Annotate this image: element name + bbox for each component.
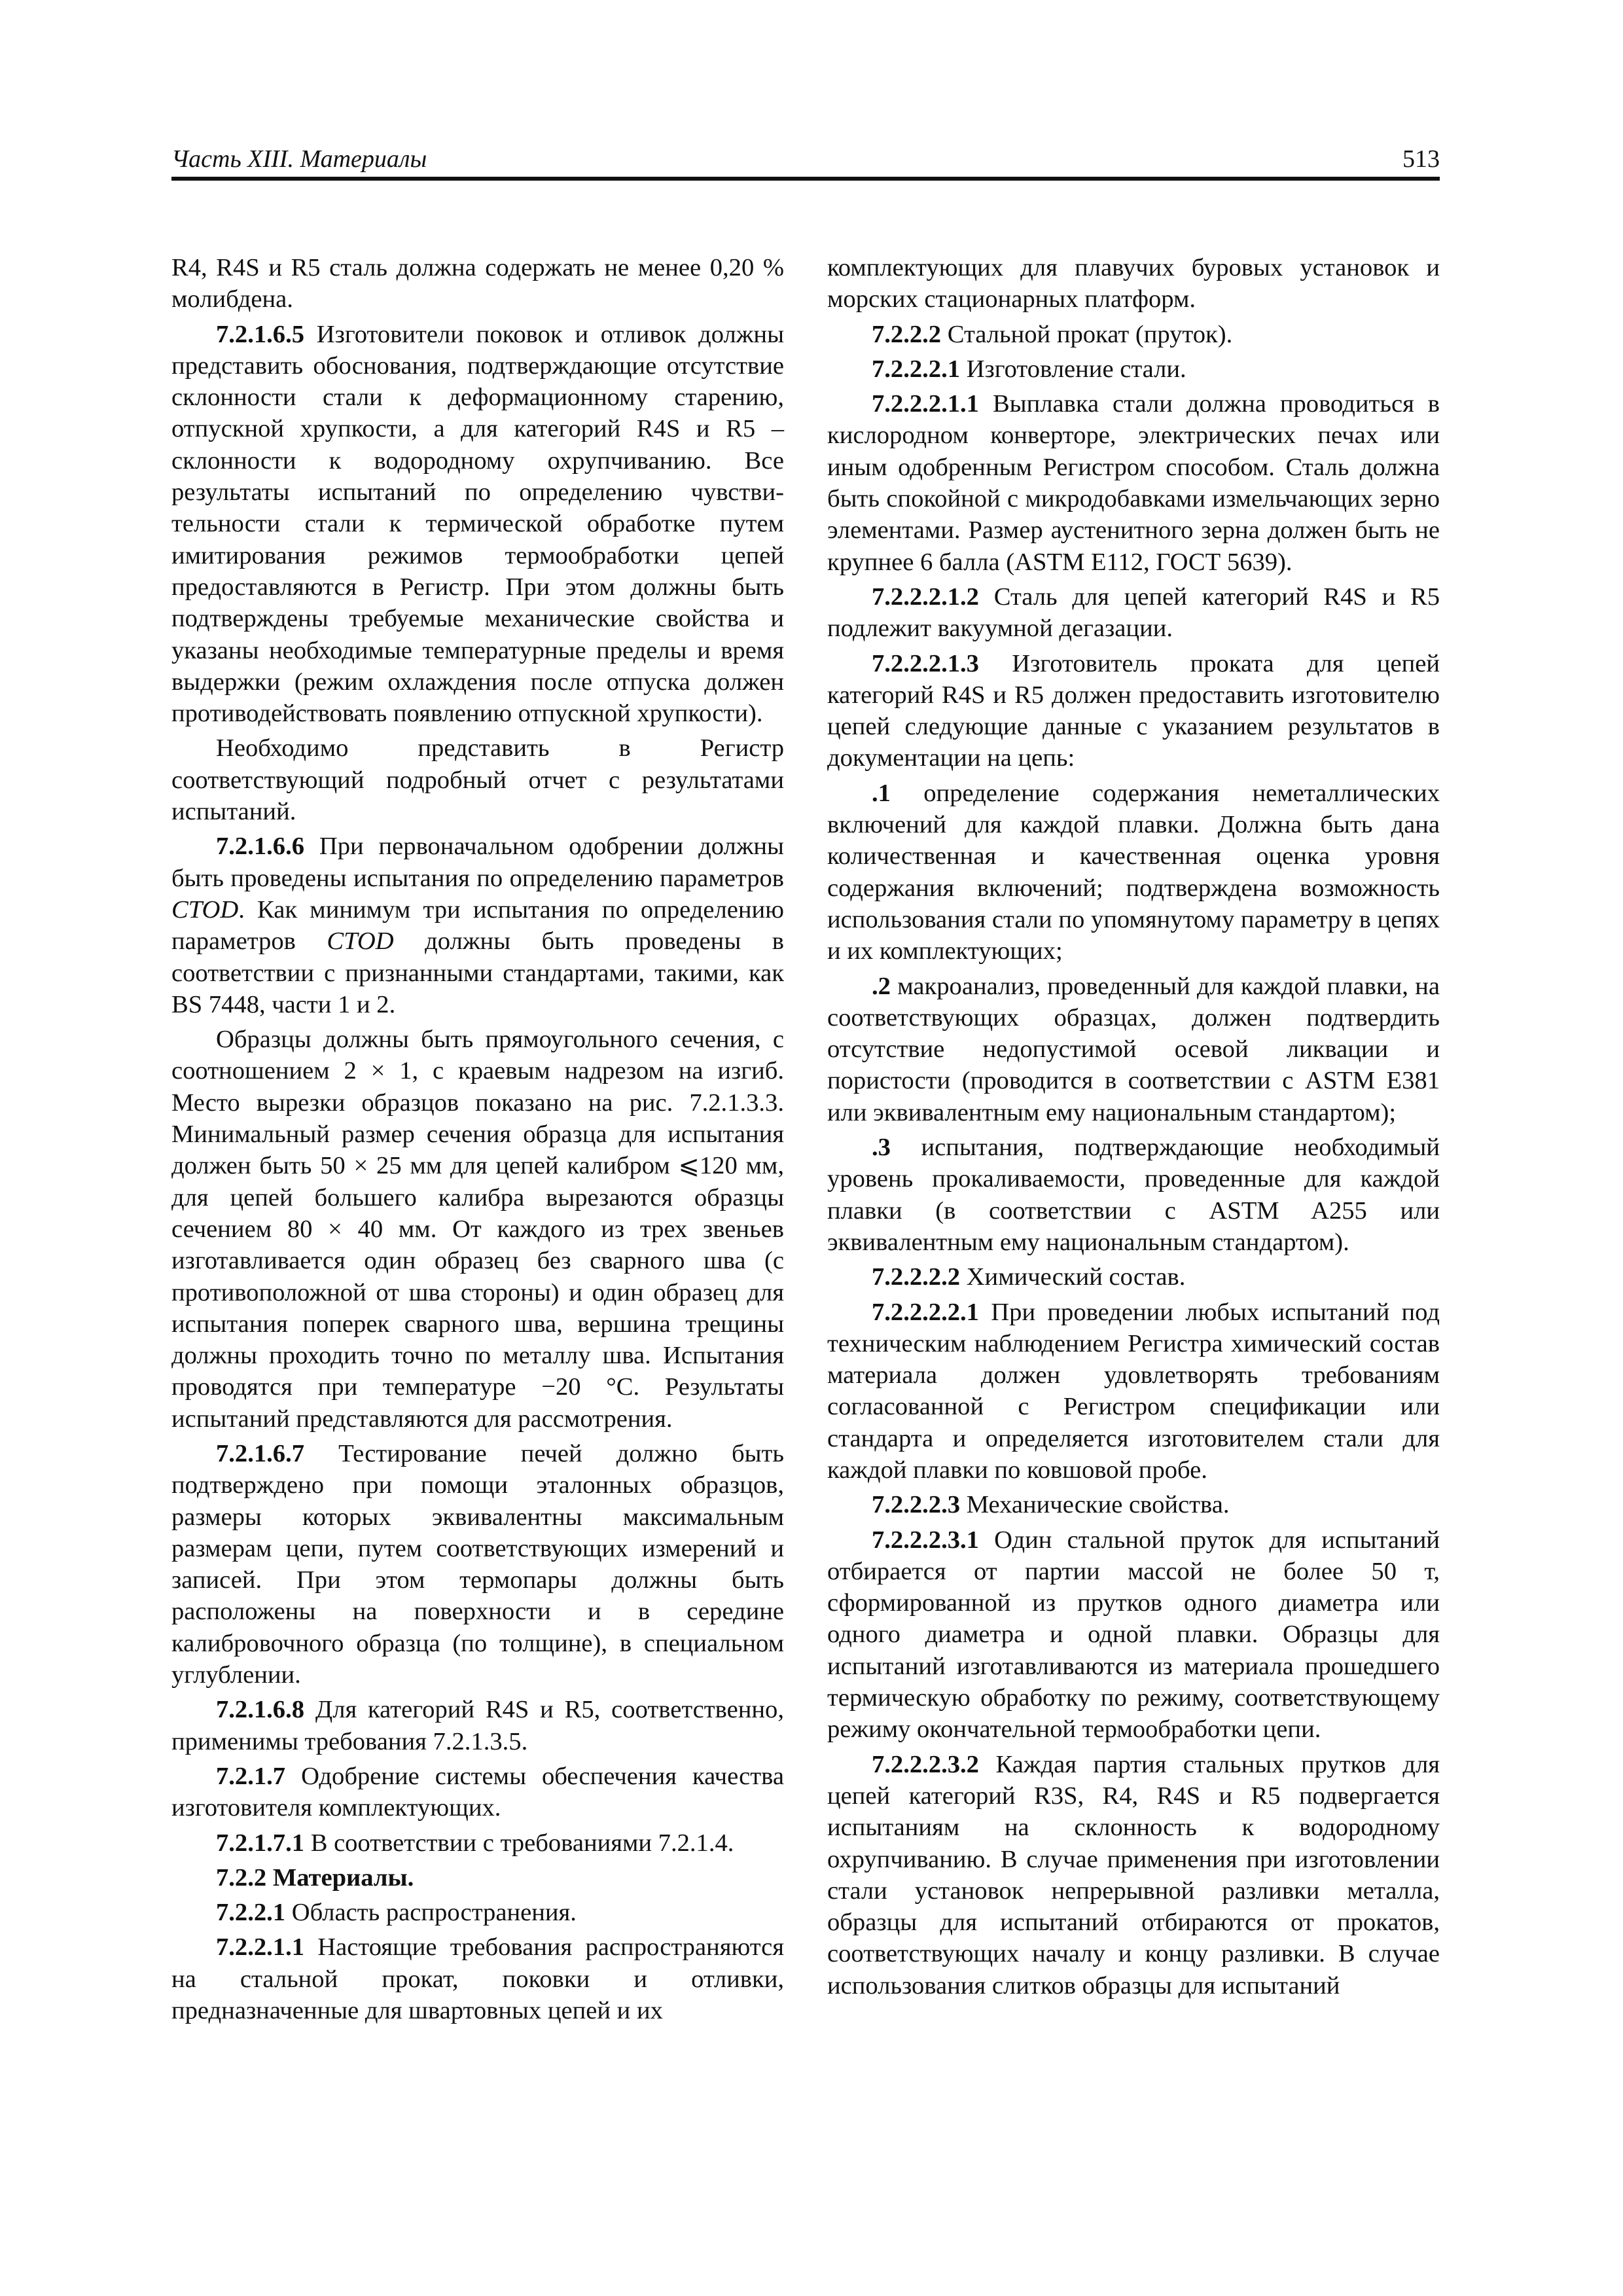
paragraph-text: Образцы должны быть прямоугольного сечения, с соотношением 2 × 1, с краевым надрезом на изгиб. Место вырезки образцов показано на рис. 7.2.1.3.3. Минимальный размер сечения образца для испытания должен быть 50 × 25 мм для цепей калибром ⩽120 мм, для цепей большего калибра вырезаются образцы сечением 80 × 40 мм. От каждого из трех звеньев изготавливается один образец без сварного шва (с противоположной от шва стороны) и один образец для испытания поперек сварного шва, вершина трещины должны проходить точно по металлу шва. Испытания проводятся при температуре −20 °C. Результаты испытаний представляются для рассмотрения.: [171, 1026, 784, 1433]
list-item: [827, 778, 1440, 967]
clause-number: 7.2.1.6.5: [216, 320, 305, 348]
list-item: [827, 971, 1440, 1128]
left-column: [171, 252, 784, 2030]
paragraph-text: определение содержания неметаллических включений для каждой плавки. Должна быть дана количественная и качественная оценка уровня содержания включений; подтверждена возможность использования стали по упомянутому параметру в цепях и их комплектующих;: [827, 779, 1440, 965]
page-number: 513: [1402, 145, 1440, 173]
paragraph: [827, 1524, 1440, 1746]
paragraph: [171, 1438, 784, 1691]
paragraph-text: Сталь для цепей категорий R4S и R5 подлежит вакуумной дегазации.: [827, 583, 1440, 643]
paragraph-text: Изготовитель проката для цепей категорий R4S и R5 должен предоставить изготовителю цепей следующие данные с указанием результатов в документации на цепь:: [827, 649, 1440, 772]
paragraph: [827, 388, 1440, 578]
clause-number: 7.2.1.7: [216, 1762, 286, 1790]
list-item: [827, 1132, 1440, 1258]
ctod-term: CTOD: [327, 927, 394, 956]
paragraph-text: Для категорий R4S и R5, соответственно, применимы требования 7.2.1.3.5.: [171, 1696, 784, 1755]
paragraph: [171, 1827, 784, 1859]
paragraph-text: При проведении любых испытаний под техническим наблюдением Регистра химический состав материала должен удовлетворять требованиям согласованной с Регистром спецификации или стандарта и определяется изготовителем стали для каждой плавки по ковшовой пробе.: [827, 1298, 1440, 1484]
paragraph: [827, 1749, 1440, 2001]
paragraph: [827, 353, 1440, 385]
paragraph: [171, 1694, 784, 1757]
paragraph-text: Каждая партия стальных прутков для цепей категорий R3S, R4, R4S и R5 подвергается испытаниям на склонность к водородному охрупчиванию. В случае применения при изготовлении стали установок непрерывной разливки металла, образцы для испытаний отбираются от прокатов, соответствующих началу и концу разливки. В случае использования слитков образцы для испытаний: [827, 1750, 1440, 2000]
paragraph: [827, 1297, 1440, 1486]
header-rule: [171, 177, 1440, 181]
paragraph-text: Выплавка стали должна проводиться в кислородном конверторе, электрических печах или иным одобренным Регистром способом. Сталь должна быть спокойной с микродобавками измельчающих зерно элементами. Размер аустенитного зерна должен быть не крупнее 6 балла (ASTM E112, ГОСТ 5639).: [827, 390, 1440, 576]
paragraph: [827, 648, 1440, 774]
list-marker: .1: [872, 779, 891, 807]
paragraph: [827, 1261, 1440, 1293]
paragraph-text: Механические свойства.: [966, 1491, 1230, 1519]
clause-number: 7.2.2.2.3.2: [872, 1750, 979, 1778]
clause-number: 7.2.2.1.1: [216, 1933, 305, 1962]
paragraph-text: испытания, подтверждающие необходимый уровень прокаливаемости, проведенные для каждой плавки (в соответствии с ASTM A255 или эквивалентным ему национальным стандартом).: [827, 1134, 1440, 1256]
page-header: [171, 143, 1440, 175]
paragraph: [171, 1024, 784, 1435]
paragraph-text: . Как минимум три испытания по определению параметров: [171, 895, 784, 956]
clause-number: 7.2.1.6.6: [216, 833, 305, 861]
clause-number: 7.2.2.1: [216, 1899, 286, 1927]
right-column: [827, 252, 1440, 2005]
paragraph-text: Настоящие требования распространяются на стальной прокат, поковки и отливки, предназначенные для швартовных цепей и их: [171, 1933, 784, 2025]
clause-number: 7.2.2.2.1.1: [872, 390, 979, 418]
section-heading: [171, 1862, 784, 1893]
paragraph: [827, 252, 1440, 315]
list-marker: .2: [872, 972, 891, 1000]
paragraph-text: должны быть проведены в соответствии с признанными стандартами, такими, как BS 7448, части 1 и 2.: [171, 927, 784, 1018]
clause-number: 7.2.2.2.1.3: [872, 649, 979, 677]
ctod-term: CTOD: [171, 895, 239, 924]
paragraph: [827, 1489, 1440, 1520]
paragraph-text: Область распространения.: [291, 1899, 577, 1927]
paragraph: [171, 319, 784, 730]
clause-number: 7.2.1.6.8: [216, 1696, 305, 1724]
paragraph-text: Изготовители поковок и отливок должны представить обоснования, подтверждающие отсутствие склонности стали к деформационному старению, отпускной хрупкости, а для категорий R4S и R5 – склонности к водородному охрупчиванию. Все результаты испытаний по определению чувстви-тельности стали к термической обработке путем имитирования режимов термообработки цепей предоставляются в Регистр. При этом должны быть подтверждены требуемые механические свойства и указаны необходимые температурные пределы и время выдержки (режим охлаждения после отпуска должен противодействовать появлению отпускной хрупкости).: [171, 320, 784, 728]
paragraph-text: Изготовление стали.: [966, 355, 1186, 383]
paragraph-text: При первоначальном одобрении должны быть проведены испытания по определению параметров: [171, 833, 784, 892]
paragraph-text: Тестирование печей должно быть подтверждено при помощи эталонных образцов, размеры которых эквивалентны максимальным размерам цепи, путем соответствующих измерений и записей. При этом термопары должны быть расположены на поверхности и в середине калибровочного образца (по толщине), в специальном углублении.: [171, 1439, 784, 1689]
clause-number: 7.2.1.6.7: [216, 1439, 305, 1467]
paragraph: [171, 831, 784, 1020]
section-title: Материалы.: [272, 1863, 414, 1892]
paragraph: [171, 1897, 784, 1928]
paragraph-text: В соответствии с требованиями 7.2.1.4.: [310, 1829, 734, 1857]
paragraph-text: Одобрение системы обеспечения качества изготовителя комплектующих.: [171, 1762, 784, 1822]
paragraph-text: Один стальной пруток для испытаний отбирается от партии массой не более 50 т, сформированной из прутков одного диаметра или одного диаметра и одной плавки. Образцы для испытаний изготавливаются из материала прошедшего термическую обработку по режиму, соответствующему режиму окончательной термообработки цепи.: [827, 1526, 1440, 1744]
clause-number: 7.2.2.2.2.1: [872, 1298, 979, 1326]
paragraph: [827, 319, 1440, 350]
paragraph: [171, 732, 784, 827]
clause-number: 7.2.2: [216, 1863, 267, 1892]
paragraph-text: Стальной прокат (пруток).: [947, 320, 1233, 348]
paragraph: [827, 581, 1440, 645]
clause-number: 7.2.2.2: [872, 320, 942, 348]
clause-number: 7.2.2.2.2: [872, 1263, 961, 1291]
paragraph: [171, 252, 784, 315]
paragraph-text: Необходимо представить в Регистр соответствующий подробный отчет с результатами испытаний.: [171, 734, 784, 826]
clause-number: 7.2.2.2.1: [872, 355, 961, 383]
paragraph: [171, 1931, 784, 2026]
paragraph-text: Химический состав.: [966, 1263, 1186, 1291]
paragraph: [171, 1761, 784, 1824]
paragraph-text: макроанализ, проведенный для каждой плавки, на соответствующих образцах, должен подтвердить отсутствие недопустимой осевой ликвации и пористости (проводится в соответствии с ASTM E381 или эквивалентным ему национальным стандартом);: [827, 972, 1440, 1126]
clause-number: 7.2.2.2.1.2: [872, 583, 979, 611]
clause-number: 7.2.2.2.3.1: [872, 1526, 979, 1554]
paragraph-text: R4, R4S и R5 сталь должна содержать не менее 0,20 % молибдена.: [171, 254, 784, 314]
running-title: Часть XIII. Материалы: [171, 145, 427, 173]
clause-number: 7.2.1.7.1: [216, 1829, 305, 1857]
clause-number: 7.2.2.2.3: [872, 1491, 961, 1519]
paragraph-text: комплектующих для плавучих буровых установок и морских стационарных платформ.: [827, 254, 1440, 314]
list-marker: .3: [872, 1134, 891, 1162]
